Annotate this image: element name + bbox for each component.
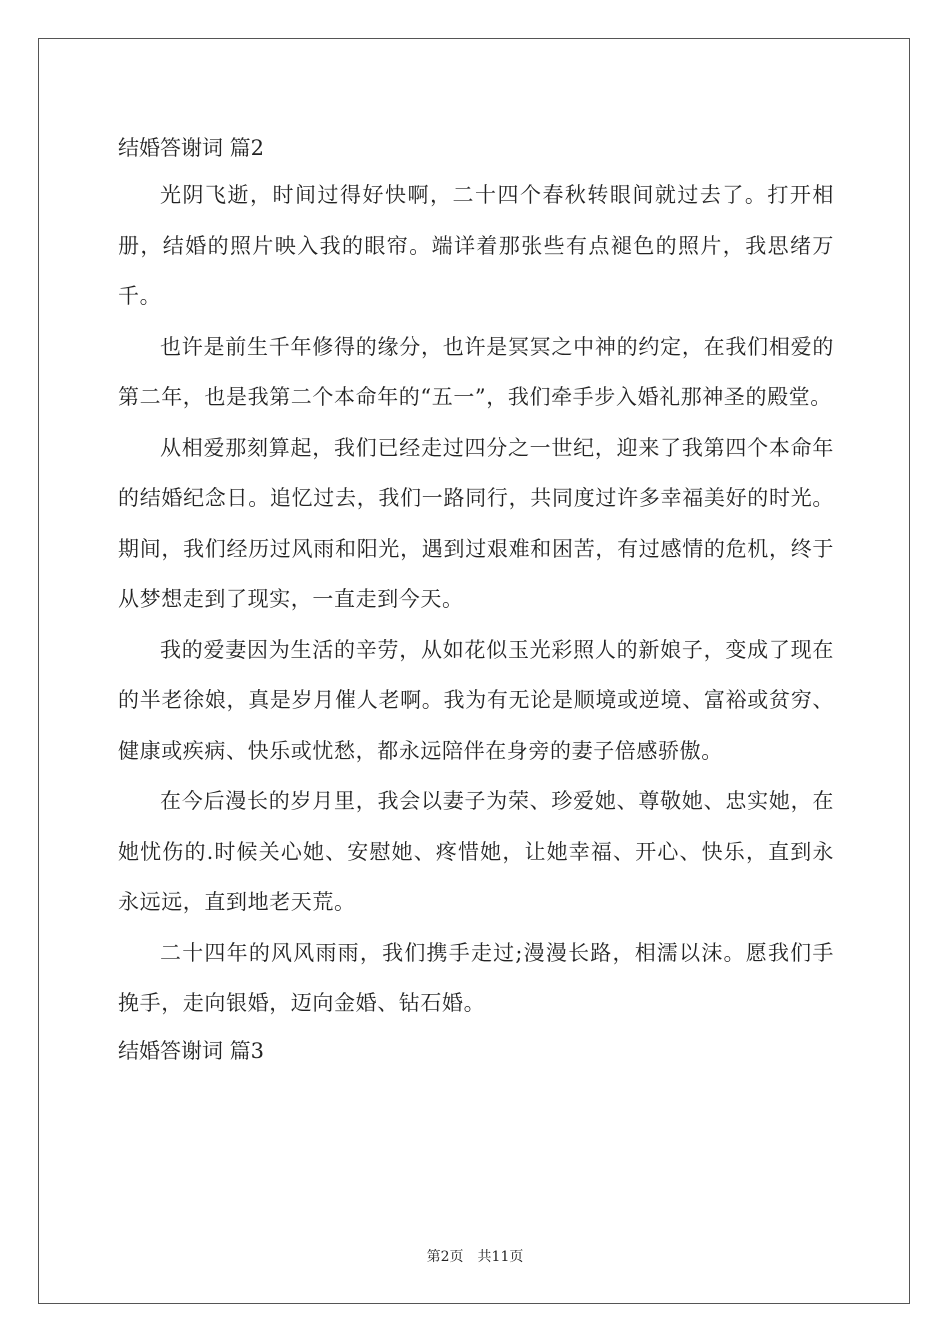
- paragraph: 我的爱妻因为生活的辛劳，从如花似玉光彩照人的新娘子，变成了现在的半老徐娘，真是岁月催人老啊。我为有无论是顺境或逆境、富裕或贫穷、健康或疾病、快乐或忧愁，都永远陪伴在身旁的妻子倍感骄傲。: [118, 637, 834, 763]
- section-heading-3: 结婚答谢词 篇3: [118, 1038, 265, 1063]
- paragraph: 在今后漫长的岁月里，我会以妻子为荣、珍爱她、尊敬她、忠实她，在她忧伤的.时候关心她、安慰她、疼惜她，让她幸福、开心、快乐，直到永永远远，直到地老天荒。: [118, 789, 834, 914]
- paragraph: 光阴飞逝，时间过得好快啊，二十四个春秋转眼间就过去了。打开相册，结婚的照片映入我的眼帘。端详着那张些有点褪色的照片，我思绪万千。: [118, 183, 834, 308]
- page-number: 第2页 共11页: [426, 1249, 524, 1265]
- page-footer: [0, 1246, 950, 1266]
- section-heading-2: 结婚答谢词 篇2: [118, 136, 265, 160]
- paragraph: 二十四年的风风雨雨，我们携手走过;漫漫长路，相濡以沫。愿我们手挽手，走向银婚，迈向金婚、钻石婚。: [118, 940, 834, 1015]
- document-body: [118, 126, 834, 1073]
- paragraph: 从相爱那刻算起，我们已经走过四分之一世纪，迎来了我第四个本命年的结婚纪念日。追忆过去，我们一路同行，共同度过许多幸福美好的时光。期间，我们经历过风雨和阳光，遇到过艰难和困苦，有过感情的危机，终于从梦想走到了现实，一直走到今天。: [118, 435, 834, 611]
- paragraph: 也许是前生千年修得的缘分，也许是冥冥之中神的约定，在我们相爱的第二年，也是我第二个本命年的“五一”，我们牵手步入婚礼那神圣的殿堂。: [118, 334, 834, 409]
